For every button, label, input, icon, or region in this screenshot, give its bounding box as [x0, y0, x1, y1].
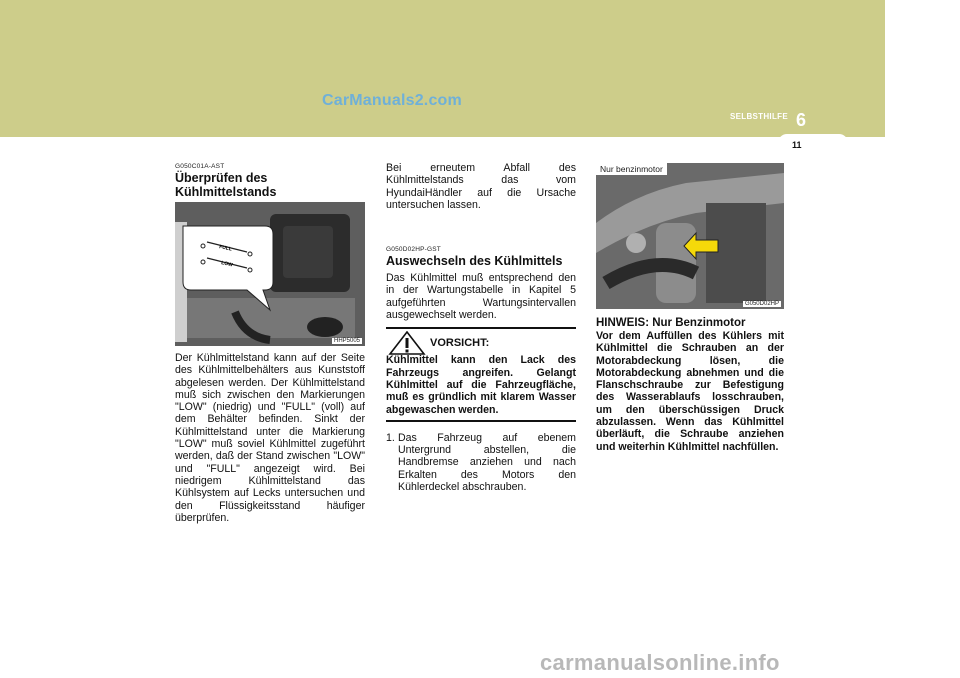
steps-list	[386, 432, 576, 493]
footer-watermark: carmanualsonline.info	[540, 650, 780, 675]
section-code: G050C01A-AST	[175, 163, 225, 170]
section-heading: Überprüfen des Kühlmittelstands	[175, 171, 277, 199]
intro-text: Bei erneutem Abfall des Kühlmittelstands das vom HyundaiHändler auf die Ursache untersuchen lassen.	[386, 162, 576, 211]
caution-title: VORSICHT:	[430, 337, 490, 350]
body-text: Das Kühlmittel muß entsprechend den in der Wartungstabelle in Kapitel 5 aufgeführten Wartungsintervallen ausgewechselt werden.	[386, 272, 576, 322]
engine-hose-illustration	[596, 163, 784, 309]
watermark-link[interactable]: CarManuals2.com	[322, 92, 462, 109]
page-number: 11	[792, 140, 802, 150]
column-coolant-check	[175, 163, 365, 524]
section-heading: Auswechseln des Kühlmittels	[386, 254, 563, 269]
chapter-number: 6	[796, 110, 807, 130]
low-mark-label: LOW	[220, 260, 234, 269]
image-tag: G050D02HP	[744, 301, 779, 307]
image-caption: Nur benzinmotor	[596, 163, 667, 175]
note-text: Vor dem Auffüllen des Kühlers mit Kühlmittel die Schrauben an der Motorabdeckung lösen, die Motorabdeckung abnehmen und die Flanschschraube zur Befestigung des Wasserablaufs losschrauben, um den überschüssigen Druck abzulassen. Wenn das Kühlmittel überläuft, die Schraube anziehen und weiterhin Kühlmittel nachfüllen.	[596, 330, 784, 453]
warning-icon	[386, 331, 428, 355]
caution-header	[386, 332, 576, 354]
coolant-reservoir-photo	[175, 202, 365, 346]
image-tag: HHP5005	[333, 338, 360, 344]
chapter-title: SELBSTHILFE	[730, 112, 788, 121]
body-text: Der Kühlmittelstand kann auf der Seite des Kühlmittelbehälters aus Kunststoff abgelesen werden. Der Kühlmittelstand muß sich zwischen den Markierungen "LOW" (niedrig) und "FULL" (voll) auf dem Behälter befinden. Sinkt der Kühlmittelstand unter die Markierung "LOW" muß soviel Kühlmittel zugeführt werden, daß der Stand zwischen "LOW" und "FULL" angezeigt wird. Bei niedrigem Kühlmittelstand das Kühlsystem auf Lecks untersuchen und den Flüssigkeitsstand häufiger überprüfen.	[175, 352, 365, 524]
caution-box	[386, 327, 576, 421]
note-heading: HINWEIS: Nur Benzinmotor	[596, 317, 746, 329]
engine-photo	[596, 163, 784, 309]
list-item	[386, 432, 576, 493]
caution-text: Kühlmittel kann den Lack des Fahrzeugs angreifen. Gelangt Kühlmittel auf die Fahrzeugfläche, muß es gründlich mit klarem Wasser abgewaschen werden.	[386, 354, 576, 416]
full-mark-label: FULL	[218, 244, 233, 253]
step-number: 1.	[386, 431, 395, 444]
step-text: Das Fahrzeug auf ebenem Untergrund abstellen, die Handbremse anziehen und nach Erkalten des Motors den Kühlerdeckel abschrauben.	[398, 431, 576, 494]
engine-bay-illustration	[175, 202, 365, 346]
column-petrol-note	[596, 163, 784, 453]
page-number-tab	[778, 134, 848, 152]
section-code: G050D02HP-GST	[386, 246, 441, 254]
column-coolant-change	[386, 162, 576, 493]
